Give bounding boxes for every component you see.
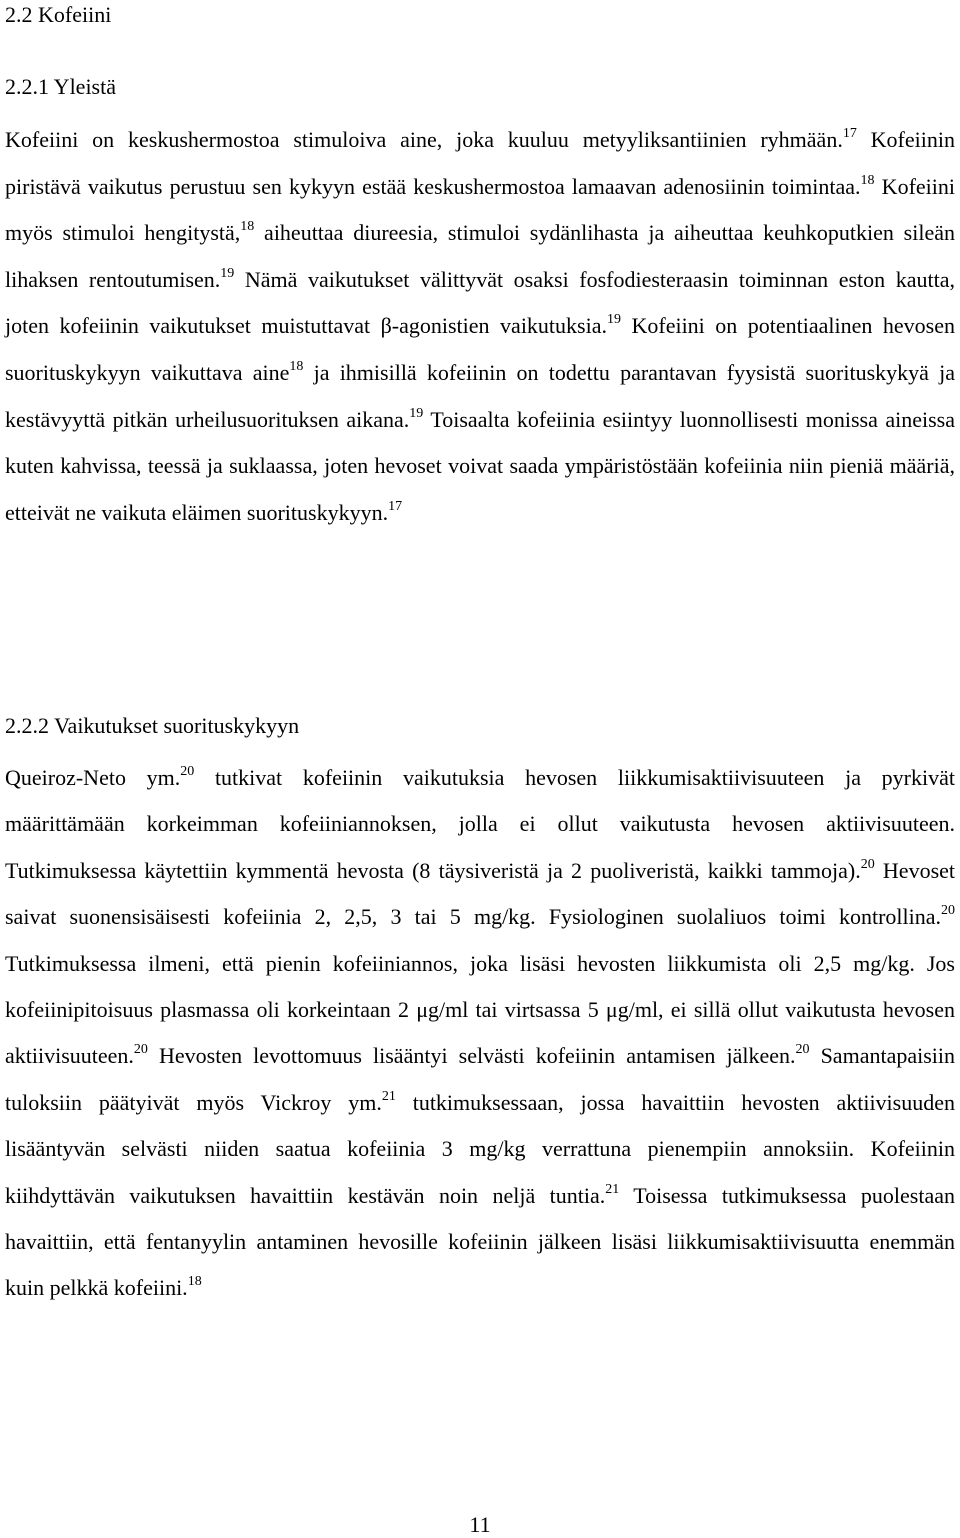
subsection-heading-general: 2.2.1 Yleistä bbox=[5, 74, 116, 99]
citation-ref: 20 bbox=[941, 903, 955, 919]
document-page bbox=[5, 0, 955, 1537]
citation-ref: 18 bbox=[240, 219, 255, 235]
citation-ref: 19 bbox=[409, 405, 424, 421]
paragraph-general: Kofeiini on keskushermostoa stimuloiva aine, joka kuuluu metyyliksantiinien ryhmään.$^{17}$ Kofeiinin piristävä vaikutus perustuu sen kykyyn estää keskushermostoa lamaavan adenosiinin toimintaa.$^{18}$ Kofeiini myös stimuloi hengitystä,$^{18}$ aiheuttaa diureesia, stimuloi sydänlihasta ja aiheuttaa keuhkoputkien sileän lihaksen rentoutumisen.$^{19}$ Nämä vaikutukset välittyvät osaksi fosfodiesteraasin toiminnan eston kautta, joten kofeiinin vaikutukset muistuttavat β-agonistien vaikutuksia.$^{19}$ Kofeiini on potentiaalinen hevosen suorituskykyyn vaikuttava aine$^{18}$ ja ihmisillä kofeiinin on todettu parantavan fyysistä suorituskykyä ja kestävyyttä pitkän urheilusuorituksen aikana.$^{19}$ Toisaalta kofeiinia esiintyy luonnollisesti monissa aineissa kuten kahvissa, teessä ja suklaassa, joten hevoset voivat saada ympäristöstään kofeiinia niin pieniä määriä, etteivät ne vaikuta eläimen suorituskykyyn.$^{17}$ bbox=[5, 126, 956, 525]
citation-ref: 17 bbox=[842, 126, 857, 141]
page-number: 11 bbox=[469, 1512, 491, 1537]
citation-ref: 20 bbox=[860, 856, 875, 872]
citation-ref: 17 bbox=[388, 498, 403, 514]
citation-ref: 20 bbox=[795, 1042, 810, 1058]
citation-ref: 21 bbox=[381, 1088, 396, 1104]
citation-ref: 18 bbox=[289, 358, 304, 374]
citation-ref: 19 bbox=[606, 312, 621, 328]
paragraph-performance: Queiroz-Neto ym.$^{20}$ tutkivat kofeiinin vaikutuksia hevosen liikkumisaktiivisuuteen ja pyrkivät määrittämään korkeimman kofeiiniannoksen, jolla ei ollut vaikutusta hevosen aktiivisuuteen. Tutkimuksessa käytettiin kymmentä hevosta (8 täysiveristä ja 2 puoliveristä, kaikki tammoja).$^{20}$ Hevoset saivat suonensisäisesti kofeiinia 2, 2,5, 3 tai 5 mg/kg. Fysiologinen suolaliuos toimi kontrollina.$^{20}$ Tutkimuksessa ilmeni, että pienin kofeiiniannos, joka lisäsi hevosten liikkumista oli 2,5 mg/kg. Jos kofeiinipitoisuus plasmassa oli korkeintaan 2 μg/ml tai virtsassa 5 μg/ml, ei sillä ollut vaikutusta hevosen aktiivisuuteen.$^{20}$ Hevosten levottomuus lisääntyi selvästi kofeiinin antamisen jälkeen.$^{20}$ Samantapaisiin tuloksiin päätyivät myös Vickroy ym.$^{21}$ tutkimuksessaan, jossa havaittiin hevosten aktiivisuuden lisääntyvän selvästi niiden saatua kofeiinia 3 mg/kg verrattuna pienempiin annoksiin. Kofeiinin kiihdyttävän vaikutuksen havaittiin kestävän noin neljä tuntia.$^{21}$ Toisessa tutkimuksessa puolestaan havaittiin, että fentanyylin antaminen hevosille kofeiinin jälkeen lisäsi liikkumisaktiivisuutta enemmän kuin pelkkä kofeiini.$^{18}$ bbox=[5, 764, 956, 1301]
citation-ref: 20 bbox=[133, 1042, 148, 1058]
subsection-heading-performance: 2.2.2 Vaikutukset suorituskykyyn bbox=[5, 713, 300, 738]
citation-ref: 18 bbox=[860, 172, 875, 188]
section-heading: 2.2 Kofeiini bbox=[5, 2, 112, 27]
citation-ref: 19 bbox=[220, 265, 235, 281]
citation-ref: 18 bbox=[187, 1274, 202, 1290]
citation-ref: 21 bbox=[605, 1181, 620, 1197]
citation-ref: 20 bbox=[180, 764, 195, 779]
